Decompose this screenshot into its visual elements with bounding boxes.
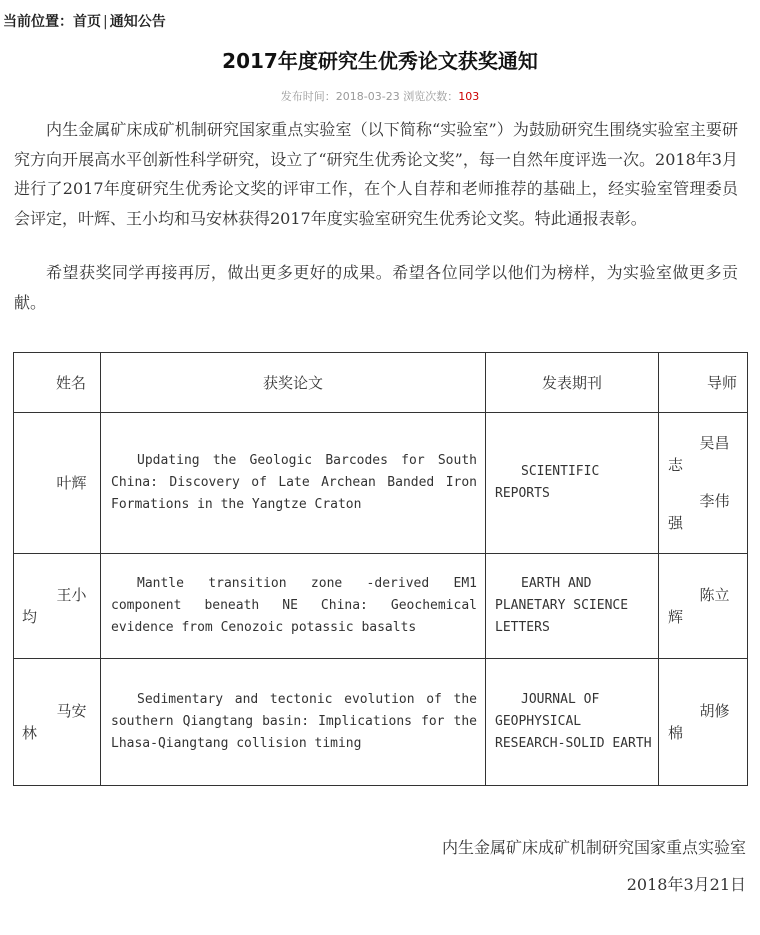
advisor-name: 李伟强 bbox=[668, 492, 730, 532]
paper-title: Sedimentary and tectonic evolution of the southern Qiangtang basin: Implications for the Lhasa-Qiangtang collision timing bbox=[101, 659, 486, 786]
table-header-row bbox=[14, 353, 748, 413]
breadcrumb-separator: | bbox=[103, 14, 108, 30]
advisor-name: 胡修棉 bbox=[668, 702, 730, 742]
body-paragraph-1: 内生金属矿床成矿机制研究国家重点实验室（以下简称“实验室”）为鼓励研究生围绕实验室主要研究方向开展高水平创新性科学研究，设立了“研究生优秀论文奖”，每一自然年度评选一次。2018年3月进行了2017年度研究生优秀论文奖的评审工作，在个人自荐和老师推荐的基础上，经实验室管理委员会评定，叶辉、王小均和马安林获得2017年度实验室研究生优秀论文奖。特此通报表彰。 bbox=[14, 120, 738, 228]
student-name: 王小均 bbox=[14, 554, 101, 659]
breadcrumb-home-link[interactable]: 首页 bbox=[73, 14, 101, 30]
breadcrumb-section-link[interactable]: 通知公告 bbox=[109, 14, 166, 30]
advisor-cell bbox=[659, 554, 748, 659]
body-paragraph-2: 希望获奖同学再接再厉，做出更多更好的成果。希望各位同学以他们为榜样，为实验室做更多贡献。 bbox=[14, 263, 738, 312]
advisor-cell bbox=[659, 659, 748, 786]
paper-title: Updating the Geologic Barcodes for South China: Discovery of Late Archean Banded Iron Formations in the Yangtze Craton bbox=[101, 413, 486, 554]
publish-info: 发布时间：2018-03-23 浏览次数： bbox=[280, 90, 459, 103]
table-row bbox=[14, 554, 748, 659]
journal-name: JOURNAL OF GEOPHYSICAL RESEARCH-SOLID EARTH bbox=[486, 659, 659, 786]
advisor-cell bbox=[659, 413, 748, 554]
breadcrumb bbox=[3, 11, 166, 31]
advisor-name: 吴昌志 bbox=[668, 434, 730, 474]
header-name: 姓名 bbox=[14, 353, 101, 413]
header-paper: 获奖论文 bbox=[101, 353, 486, 413]
paper-title: Mantle transition zone -derived EM1 component beneath NE China: Geochemical evidence from Cenozoic potassic basalts bbox=[101, 554, 486, 659]
header-journal: 发表期刊 bbox=[486, 353, 659, 413]
journal-name: SCIENTIFIC REPORTS bbox=[486, 413, 659, 554]
view-count: 103 bbox=[458, 90, 480, 103]
header-advisor: 导师 bbox=[659, 353, 748, 413]
table-row bbox=[14, 413, 748, 554]
article-meta bbox=[0, 88, 760, 104]
advisor-name: 陈立辉 bbox=[668, 586, 730, 626]
student-name: 叶辉 bbox=[14, 413, 101, 554]
breadcrumb-label: 当前位置： bbox=[3, 14, 73, 30]
student-name: 马安林 bbox=[14, 659, 101, 786]
signature-date: 2018年3月21日 bbox=[626, 875, 746, 894]
table-row bbox=[14, 659, 748, 786]
page-title: 2017年度研究生优秀论文获奖通知 bbox=[222, 49, 538, 73]
awards-table bbox=[13, 352, 748, 786]
journal-name: EARTH AND PLANETARY SCIENCE LETTERS bbox=[486, 554, 659, 659]
signature-org: 内生金属矿床成矿机制研究国家重点实验室 bbox=[441, 838, 746, 857]
